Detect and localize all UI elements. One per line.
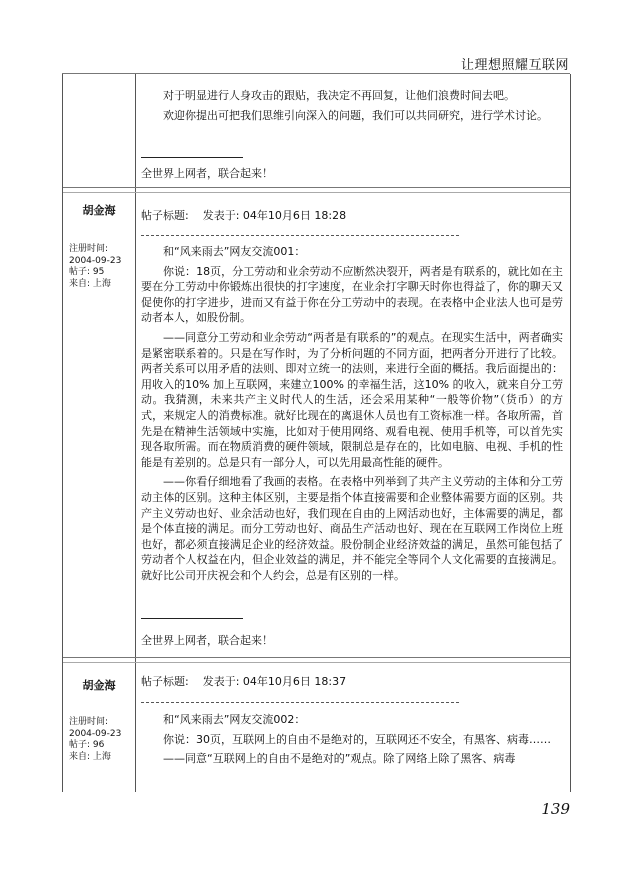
- register-label: 注册时间:: [69, 244, 109, 254]
- location: 来自: 上海: [69, 751, 111, 762]
- post-paragraph: 和“风来雨去”网友交流001：: [163, 245, 306, 258]
- post-count: 帖子: 96: [69, 740, 105, 750]
- page-number: 139: [541, 800, 570, 818]
- signature-rule: [141, 157, 243, 158]
- post-body: [141, 712, 563, 767]
- post-title-line: [141, 207, 346, 223]
- post-paragraph: ——同意“互联网上的自由不是绝对的”观点。除了网络上除了黑客、病毒: [163, 752, 516, 766]
- forum-thread-table: [62, 74, 571, 792]
- post-paragraph: 你说：18页，分工劳动和业余劳动不应断然决裂开，两者是有联系的，就比如在主要在分工劳动中你锻炼出很快的打字速度，在业余打字聊天时你也得益了，你的聊天又促使你的打字进步，进而又有益于你在分工劳动中的表现。在表格中企业法人也可是劳动者本人，如股份制。: [141, 264, 563, 325]
- signature-rule: [141, 618, 243, 619]
- register-date: 2004-09-23: [69, 255, 122, 266]
- prev-post-body: [141, 88, 563, 123]
- row-separator: [63, 187, 570, 193]
- post-title-label: 帖子标题:: [141, 209, 189, 222]
- post-signature: 全世界上网者，联合起来！: [141, 634, 273, 647]
- prev-post-paragraph: 欢迎你提出可把我们思维引向深入的问题，我们可以共同研究，进行学术讨论。: [163, 108, 548, 122]
- post-author-meta: [69, 244, 121, 290]
- location: 来自: 上海: [69, 278, 111, 289]
- post-author-name[interactable]: 胡金海: [82, 204, 116, 217]
- row-separator: [63, 657, 570, 663]
- post-body: [141, 244, 563, 583]
- post-count: 帖子: 95: [69, 267, 105, 277]
- post-author-name[interactable]: 胡金海: [82, 679, 116, 692]
- post-paragraph: 和“风来雨去”网友交流002：: [163, 713, 306, 726]
- post-author-meta: [69, 717, 121, 763]
- post-paragraph: 你说：30页，互联网上的自由不是绝对的，互联网还不安全，有黑客、病毒……: [163, 732, 551, 746]
- post-paragraph: ——你看仔细地看了我画的表格。在表格中列举到了共产主义劳动的主体和分工劳动主体的区别。这种主体区别，主要是指个体直接需要和企业整体需要方面的区别。共产主义劳动也好、业余活动也好，我们现在自由的上网活动也好，主体需要的满足，都是个体直接的满足。而分工劳动也好、商品生产活动也好、现在在互联网工作岗位上班也好，都必须直接满足企业的经济效益。股份制企业经济效益的满足，虽然可能包括了劳动者个人权益在内，但企业效益的满足，并不能完全等同个人文化需要的直接满足。就好比公司开庆祝会和个人约会，总是有区别的一样。: [141, 475, 563, 582]
- dashed-divider: [141, 235, 459, 236]
- register-label: 注册时间:: [69, 717, 109, 727]
- post-title-line: [141, 673, 346, 689]
- post-time: 发表于: 04年10月6日 18:37: [202, 675, 347, 688]
- running-header: 让理想照耀互联网: [460, 58, 569, 73]
- post-title-label: 帖子标题:: [141, 675, 189, 688]
- register-date: 2004-09-23: [69, 728, 122, 739]
- prev-post-paragraph: 对于明显进行人身攻击的跟贴，我决定不再回复，让他们浪费时间去吧。: [163, 89, 515, 102]
- prev-post-signature: 全世界上网者，联合起来！: [141, 167, 273, 180]
- post-paragraph: ——同意分工劳动和业余劳动“两者是有联系的”的观点。在现实生活中，两者确实是紧密联系着的。只是在写作时，为了分析问题的不同方面，把两者分开进行了比较。两者关系可以用矛盾的法则、即对立统一的法则，来进行全面的概括。我后面提出的：用收入的10% 加上互联网，来建立100% 的幸福生活，这10% 的收入，就来自分工劳动。我猜测，未来共产主义时代人的生活，还会采用某种“一般等价物”（货币）的方式，来规定人的消费标准。就好比现在的离退休人员也有工资标准一样。各取所需，首先是在精神生活领域中实施，比如对于使用网络、观看电视、使用手机等，可以首先实现各取所需。而在物质消费的硬件领域，限制总是存在的，比如电脑、电视、手机的性能是有差别的。总是只有一部分人，可以先用最高性能的硬件。: [141, 330, 563, 469]
- dashed-divider: [141, 702, 459, 703]
- post-time: 发表于: 04年10月6日 18:28: [202, 209, 347, 222]
